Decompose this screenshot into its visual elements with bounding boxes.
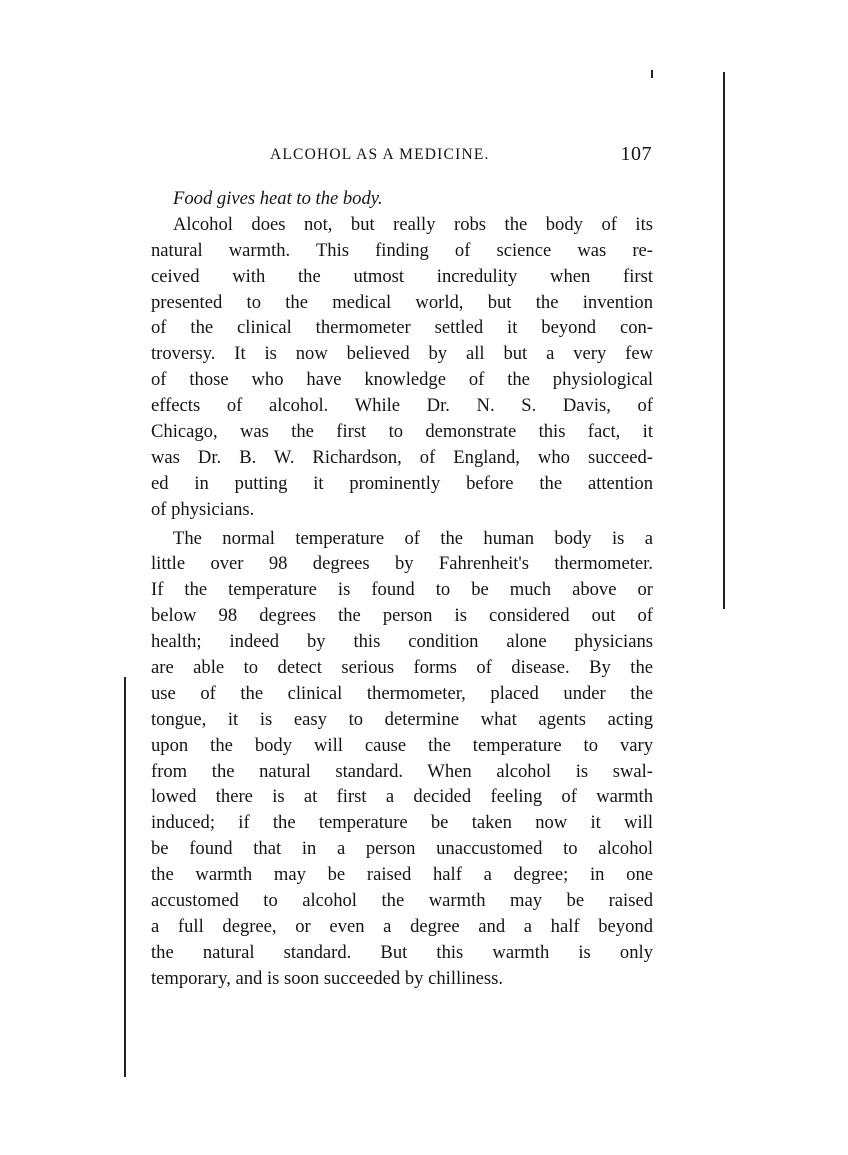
text-line: are able to detect serious forms of disease. By the <box>151 657 653 679</box>
running-head <box>270 143 652 172</box>
text-line: the warmth may be raised half a degree; in one <box>151 864 653 886</box>
text-line: below 98 degrees the person is considered out of <box>151 605 653 627</box>
paragraph-2 <box>151 526 653 992</box>
text-line: accustomed to alcohol the warmth may be raised <box>151 890 653 912</box>
text-line: Alcohol does not, but really robs the body of its <box>173 213 653 235</box>
body-text <box>151 186 653 992</box>
page-edge-rule-left <box>124 677 126 1077</box>
text-line: The normal temperature of the human body is a <box>173 527 653 549</box>
text-line: was Dr. B. W. Richardson, of England, who succeed- <box>151 446 653 468</box>
text-line: lowed there is at first a decided feeling of warmth <box>151 786 653 808</box>
text-line: effects of alcohol. While Dr. N. S. Davis, of <box>151 395 653 417</box>
running-title: ALCOHOL AS A MEDICINE. <box>270 146 490 163</box>
text-line: ed in putting it prominently before the attention <box>151 472 653 494</box>
page-edge-rule-right <box>723 72 725 609</box>
text-line: health; indeed by this condition alone physicians <box>151 631 653 653</box>
text-line: of the clinical thermometer settled it beyond con- <box>151 317 653 339</box>
text-line: If the temperature is found to be much above or <box>151 579 653 601</box>
text-line: tongue, it is easy to determine what agents acting <box>151 708 653 730</box>
text-line: be found that in a person unaccustomed to alcohol <box>151 838 653 860</box>
text-line: from the natural standard. When alcohol is swal- <box>151 760 653 782</box>
text-line: the natural standard. But this warmth is only <box>151 941 653 963</box>
text-line: a full degree, or even a degree and a half beyond <box>151 915 653 937</box>
text-line: upon the body will cause the temperature to vary <box>151 734 653 756</box>
text-line: ceived with the utmost incredulity when first <box>151 265 653 287</box>
text-line: of physicians. <box>151 498 255 520</box>
scan-mark <box>651 70 653 78</box>
text-line: presented to the medical world, but the invention <box>151 291 653 313</box>
text-line: little over 98 degrees by Fahrenheit's thermometer. <box>151 553 653 575</box>
text-line: natural warmth. This finding of science was re- <box>151 239 653 261</box>
text-line: use of the clinical thermometer, placed under the <box>151 682 653 704</box>
text-line: temporary, and is soon succeeded by chilliness. <box>151 967 503 989</box>
text-line: Chicago, was the first to demonstrate this fact, it <box>151 421 653 443</box>
paragraph-1 <box>151 212 653 523</box>
text-line: troversy. It is now believed by all but a very few <box>151 343 653 365</box>
text-line: induced; if the temperature be taken now it will <box>151 812 653 834</box>
section-heading: Food gives heat to the body. <box>173 188 383 209</box>
text-line: of those who have knowledge of the physiological <box>151 369 653 391</box>
page-number: 107 <box>620 143 652 165</box>
